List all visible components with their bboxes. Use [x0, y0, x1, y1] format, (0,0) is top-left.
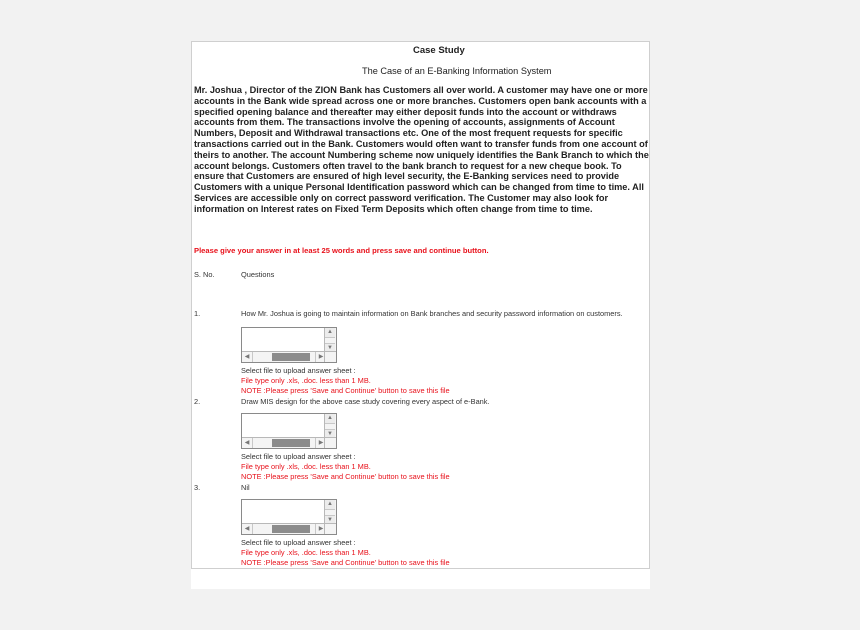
horizontal-scrollbar[interactable] — [242, 437, 326, 448]
scroll-up-icon[interactable]: ▲ — [325, 500, 335, 510]
column-header-sno: S. No. — [194, 270, 215, 279]
scroll-left-icon[interactable]: ◀ — [242, 438, 253, 448]
question-text: How Mr. Joshua is going to maintain information on Bank branches and security password information on customers. — [241, 309, 623, 318]
answer-file-upload[interactable] — [241, 327, 337, 363]
scroll-right-icon[interactable]: ▶ — [315, 524, 326, 534]
answer-instruction: Please give your answer in at least 25 words and press save and continue button. — [194, 246, 489, 255]
upload-label: Select file to upload answer sheet : — [241, 452, 356, 461]
scroll-thumb[interactable] — [272, 525, 310, 533]
horizontal-scrollbar[interactable] — [242, 523, 326, 534]
save-note: NOTE :Please press 'Save and Continue' button to save this file — [241, 472, 450, 481]
scroll-up-icon[interactable]: ▲ — [325, 414, 335, 424]
question-number: 3. — [194, 483, 201, 492]
vertical-scrollbar[interactable] — [324, 328, 336, 353]
case-description: Mr. Joshua , Director of the ZION Bank has Customers all over world. A customer may have one or more accounts in the Bank wide spread across one or more branches. Customers open bank accounts with a specified opening balance and thereafter may either deposit funds into the account or withdraws accounts from them. The transactions involve the opening of accounts, assignments of Account Numbers, Deposit and Withdrawal transactions etc. One of the most frequent requests for specific transactions carried out in the Bank. Customers would often want to transfer funds from one account of theirs to another. The account Numbering scheme now uniquely identifies the Bank Branch to which the account belongs. Customers often travel to the bank branch to request for a new cheque book. To ensure that Customers are ensured of high level security, the E-Banking services need to provide Customers with a unique Personal Identification password which can be changed from time to time. All Services are accessible only on correct password verification. The Customer may also look for information on Interest rates on Fixed Term Deposits which often change from time to time. — [194, 85, 649, 214]
scroll-down-icon[interactable]: ▼ — [325, 343, 335, 353]
scroll-right-icon[interactable]: ▶ — [315, 438, 326, 448]
horizontal-scrollbar[interactable] — [242, 351, 326, 362]
document-heading: Case Study — [413, 45, 465, 56]
scroll-left-icon[interactable]: ◀ — [242, 524, 253, 534]
upload-label: Select file to upload answer sheet : — [241, 366, 356, 375]
upload-label: Select file to upload answer sheet : — [241, 538, 356, 547]
scroll-right-icon[interactable]: ▶ — [315, 352, 326, 362]
question-text: Nil — [241, 483, 250, 492]
vertical-scrollbar[interactable] — [324, 500, 336, 525]
question-text: Draw MIS design for the above case study covering every aspect of e-Bank. — [241, 397, 490, 406]
save-note: NOTE :Please press 'Save and Continue' button to save this file — [241, 558, 450, 567]
scroll-thumb[interactable] — [272, 353, 310, 361]
answer-file-upload[interactable] — [241, 413, 337, 449]
scroll-thumb[interactable] — [272, 439, 310, 447]
save-note: NOTE :Please press 'Save and Continue' button to save this file — [241, 386, 450, 395]
scroll-corner — [324, 523, 336, 534]
file-type-note: File type only .xls, .doc. less than 1 MB. — [241, 548, 371, 557]
scroll-down-icon[interactable]: ▼ — [325, 515, 335, 525]
file-type-note: File type only .xls, .doc. less than 1 MB. — [241, 462, 371, 471]
file-type-note: File type only .xls, .doc. less than 1 MB. — [241, 376, 371, 385]
scroll-corner — [324, 437, 336, 448]
page-footer-strip — [191, 569, 650, 589]
document-page — [191, 41, 650, 569]
vertical-scrollbar[interactable] — [324, 414, 336, 439]
scroll-down-icon[interactable]: ▼ — [325, 429, 335, 439]
column-header-questions: Questions — [241, 270, 275, 279]
question-number: 2. — [194, 397, 201, 406]
answer-file-upload[interactable] — [241, 499, 337, 535]
scroll-up-icon[interactable]: ▲ — [325, 328, 335, 338]
document-subheading: The Case of an E-Banking Information System — [362, 66, 552, 76]
scroll-corner — [324, 351, 336, 362]
question-number: 1. — [194, 309, 201, 318]
scroll-left-icon[interactable]: ◀ — [242, 352, 253, 362]
